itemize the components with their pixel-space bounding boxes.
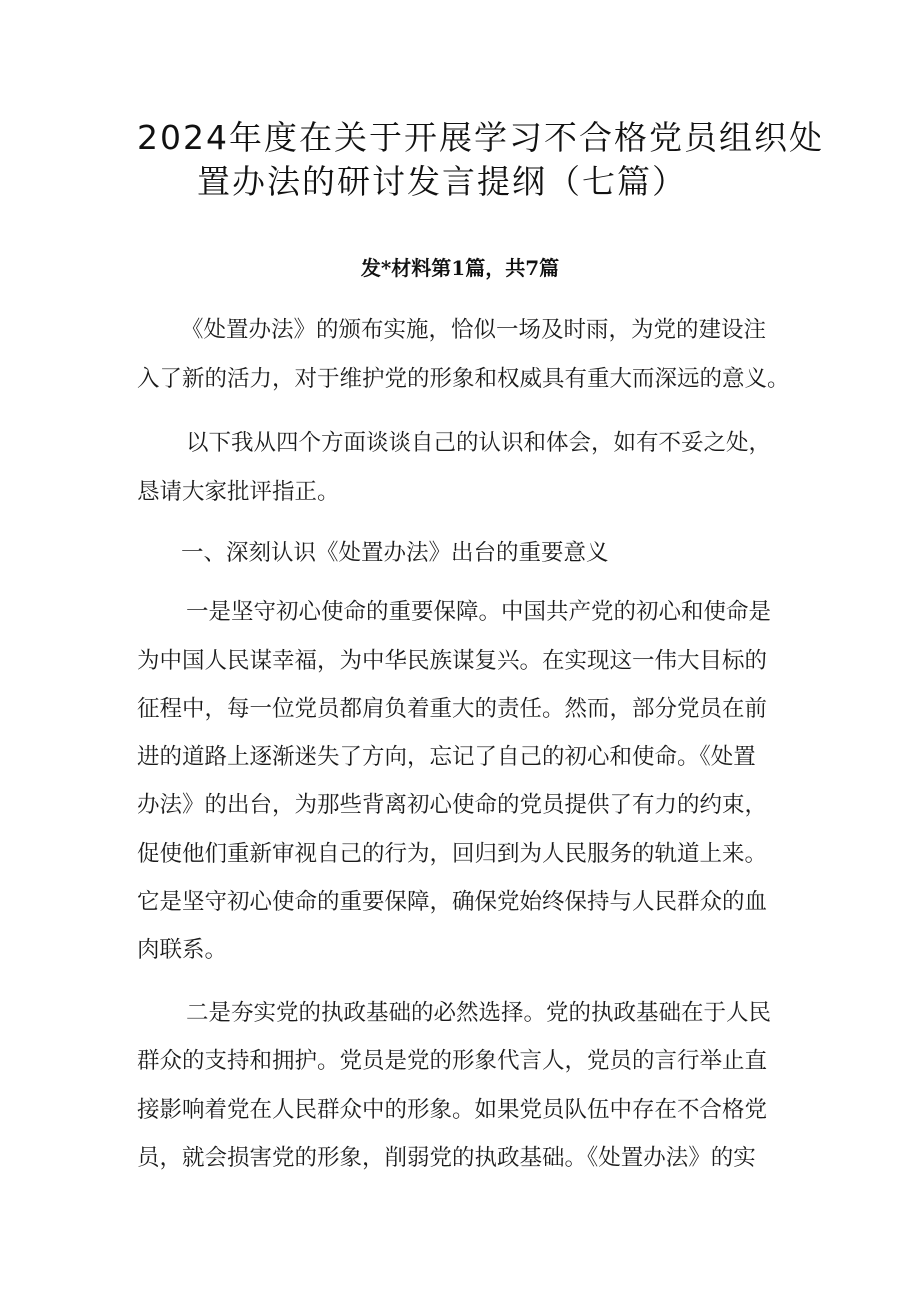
section-heading-1: 一、深刻认识《处置办法》出台的重要意义	[181, 540, 609, 566]
document-title-line-2: 置办法的研讨发言提纲（七篇）	[197, 162, 687, 201]
paragraph-4-line-4: 员，就会损害党的形象，削弱党的执政基础。《处置办法》的实	[137, 1145, 756, 1171]
paragraph-1-line-1: 《处置办法》的颁布实施，恰似一场及时雨，为党的建设注	[181, 317, 767, 343]
document-title-line-1: 2024年度在关于开展学习不合格党员组织处	[137, 118, 824, 157]
paragraph-3-line-8: 肉联系。	[137, 937, 228, 963]
paragraph-3-line-5: 办法》的出台，为那些背离初心使命的党员提供了有力的约束，	[137, 792, 768, 818]
paragraph-1-line-2: 入了新的活力，对于维护党的形象和权威具有重大而深远的意义。	[137, 366, 790, 392]
paragraph-4-line-2: 群众的支持和拥护。党员是党的形象代言人，党员的言行举止直	[137, 1048, 768, 1074]
paragraph-3-line-1: 一是坚守初心使命的重要保障。中国共产党的初心和使命是	[186, 599, 772, 625]
document-subtitle: 发*材料第1篇，共7篇	[360, 256, 560, 280]
paragraph-3-line-4: 进的道路上逐渐迷失了方向，忘记了自己的初心和使命。《处置	[137, 744, 756, 770]
paragraph-4-line-3: 接影响着党在人民群众中的形象。如果党员队伍中存在不合格党	[137, 1097, 768, 1123]
paragraph-2-line-2: 恳请大家批评指正。	[137, 479, 340, 505]
paragraph-3-line-2: 为中国人民谋幸福，为中华民族谋复兴。在实现这一伟大目标的	[137, 648, 768, 674]
paragraph-3-line-3: 征程中，每一位党员都肩负着重大的责任。然而，部分党员在前	[137, 696, 768, 722]
paragraph-2-line-1: 以下我从四个方面谈谈自己的认识和体会，如有不妥之处，	[186, 430, 772, 456]
paragraph-4-line-1: 二是夯实党的执政基础的必然选择。党的执政基础在于人民	[186, 1000, 772, 1026]
paragraph-3-line-7: 它是坚守初心使命的重要保障，确保党始终保持与人民群众的血	[137, 889, 768, 915]
paragraph-3-line-6: 促使他们重新审视自己的行为，回归到为人民服务的轨道上来。	[137, 841, 768, 867]
